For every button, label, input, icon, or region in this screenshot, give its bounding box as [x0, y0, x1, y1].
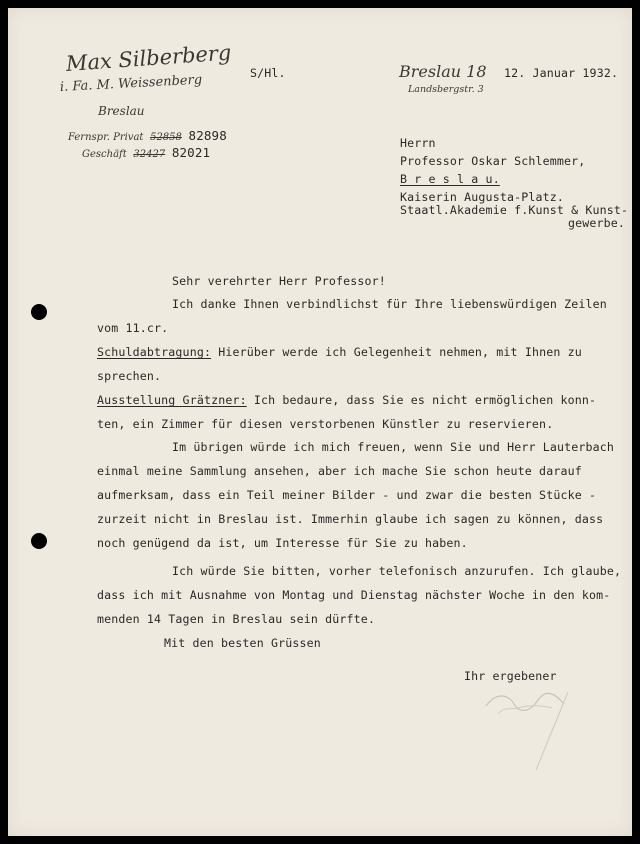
recipient-salutation: Herrn — [400, 136, 436, 150]
recipient-name: Professor Oskar Schlemmer, — [400, 154, 586, 168]
phone-business-row — [82, 145, 210, 160]
section-heading: Schuldabtragung: — [97, 345, 212, 359]
body-text: Hierüber werde ich Gelegenheit nehmen, mit Ihnen zu — [211, 345, 582, 359]
phone-private-row — [68, 128, 227, 143]
signature — [478, 684, 598, 774]
letterhead-firm: i. Fa. M. Weissenberg — [59, 72, 203, 95]
recipient-city: B r e s l a u. — [400, 172, 500, 186]
greeting: Sehr verehrter Herr Professor! — [172, 274, 386, 288]
closing: Mit den besten Grüssen — [164, 636, 321, 650]
reference-code: S/Hl. — [250, 66, 286, 80]
body-text: Ich bedaure, dass Sie es nicht ermöglichen konn- — [246, 393, 597, 407]
body-line: dass ich mit Ausnahme von Montag und Dienstag nächster Woche in den kom- — [97, 588, 611, 602]
body-line: sprechen. — [97, 369, 162, 383]
letterhead-name: Max Silberberg — [65, 40, 233, 76]
punch-hole — [31, 304, 47, 320]
phone-business-label: Geschäft — [82, 149, 127, 160]
recipient-street: Kaiserin Augusta-Platz. — [400, 190, 564, 204]
body-line — [97, 393, 596, 407]
body-line: Ich danke Ihnen verbindlichst für Ihre liebenswürdigen Zeilen — [172, 297, 607, 311]
body-line: Im übrigen würde ich mich freuen, wenn Sie und Herr Lauterbach — [172, 440, 615, 454]
sign-off: Ihr ergebener — [464, 669, 557, 683]
body-line: einmal meine Sammlung ansehen, aber ich mache Sie schon heute darauf — [97, 464, 582, 478]
phone-business-old: 32427 — [133, 149, 166, 160]
section-heading: Ausstellung Grätzner: — [97, 393, 247, 407]
body-line: zurzeit nicht in Breslau ist. Immerhin glaube ich sagen zu können, dass — [97, 512, 604, 526]
place: Breslau 18 — [399, 62, 487, 81]
letter-page — [8, 8, 632, 836]
phone-private-number: 82898 — [188, 128, 227, 143]
date: 12. Januar 1932. — [504, 66, 619, 80]
letterhead-city: Breslau — [98, 104, 145, 118]
body-line — [97, 345, 582, 359]
phone-private-old: 52858 — [150, 132, 182, 143]
body-line: ten, ein Zimmer für diesen verstorbenen Künstler zu reservieren. — [97, 417, 554, 431]
recipient-institution-cont: gewerbe. — [568, 216, 626, 230]
body-line: Ich würde Sie bitten, vorher telefonisch anzurufen. Ich glaube, — [172, 564, 622, 578]
body-line: menden 14 Tagen in Breslau sein dürfte. — [97, 612, 376, 626]
street: Landsbergstr. 3 — [408, 84, 484, 95]
phone-business-number: 82021 — [171, 145, 211, 160]
phone-private-label: Fernspr. Privat — [68, 132, 144, 143]
body-line: vom 11.cr. — [97, 321, 169, 335]
body-line: aufmerksam, dass ein Teil meiner Bilder - und zwar die besten Stücke - — [97, 488, 597, 502]
punch-hole — [31, 533, 47, 549]
body-line: noch genügend da ist, um Interesse für Sie zu haben. — [97, 536, 468, 550]
recipient-institution: Staatl.Akademie f.Kunst & Kunst- — [400, 203, 629, 217]
